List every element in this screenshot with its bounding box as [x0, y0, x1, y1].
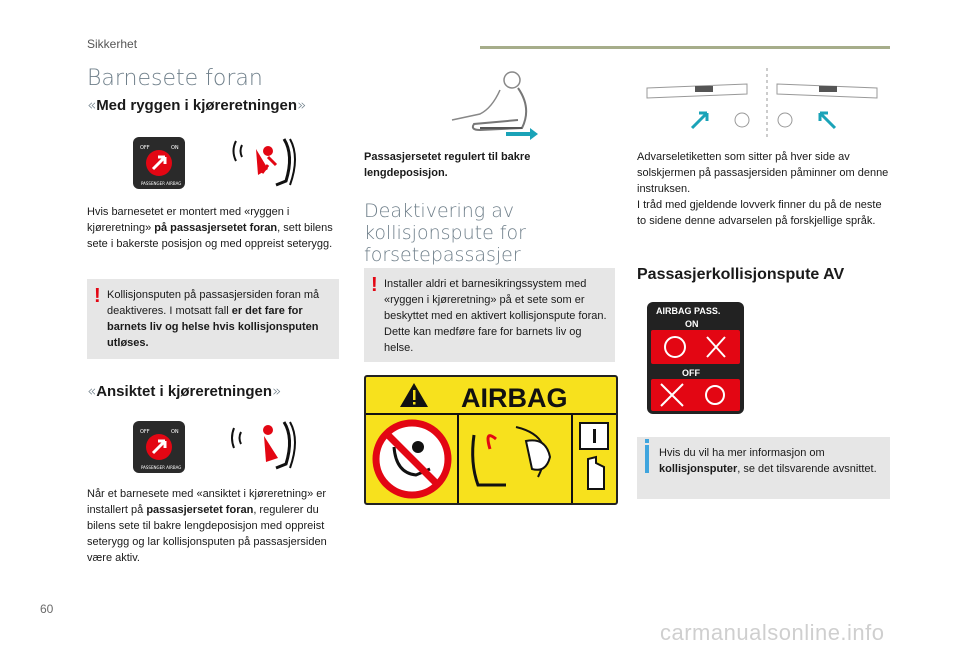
label-paragraph-2: I tråd med gjeldende lovverk finner du på de neste to sidene denne advarselen på forskjellige språk. [637, 199, 882, 227]
airbag-label-word: AIRBAG [461, 383, 568, 413]
indicator-on-label: ON [685, 319, 699, 329]
switch-caption: PASSENGER AIRBAG [141, 181, 182, 186]
switch-off-label: OFF [140, 429, 150, 435]
warning-text-2: Installer aldri et barnesikringssystem med «ryggen i kjøreretning» på et sete som er beskyttet med en aktivert kollisjonspute foran. Dette kan medføre fare for barnets liv og helse. [384, 278, 607, 354]
passenger-airbag-title: Passasjerkollisjonspute AV [637, 266, 845, 283]
page-title: Barnesete foran [87, 66, 263, 91]
airbag-warning-label [364, 375, 618, 505]
header-rule [480, 46, 890, 49]
seat-caption: Passasjersetet regulert til bakre lengdeposisjon. [364, 151, 531, 179]
info-icon [645, 445, 649, 473]
warning-icon: ! [94, 285, 101, 307]
rear-facing-heading: «Med ryggen i kjøreretningen» [87, 96, 307, 114]
switch-caption: PASSENGER AIRBAG [141, 465, 182, 470]
info-box [637, 437, 890, 499]
forward-facing-heading: «Ansiktet i kjøreretningen» [87, 382, 282, 400]
rear-facing-seat-icon [228, 135, 298, 191]
seat-rear-position-illustration [440, 68, 540, 140]
airbag-switch-on-image [133, 421, 185, 473]
sunvisor-label-illustration [637, 68, 890, 138]
info-text: Hvis du vil ha mer informasjon om kollisjonsputer, se det tilsvarende avsnittet. [659, 447, 877, 475]
switch-on-label: ON [171, 145, 179, 151]
label-paragraph-1: Advarseletiketten som sitter på hver side av solskjermen på passasjersiden påminner om denne instruksen. [637, 151, 889, 195]
airbag-switch-off-image [133, 137, 185, 189]
deactivation-title: Deaktivering av kollisjonspute for forsetepassasjer [364, 200, 526, 266]
page-number: 60 [40, 602, 54, 616]
switch-off-label: OFF [140, 145, 150, 151]
warning-text-1: Kollisjonsputen på passasjersiden foran må deaktiveres. I motsatt fall er det fare for barnets liv og helse hvis kollisjonsputen utløses. [107, 289, 320, 349]
warning-box-2 [364, 268, 615, 362]
rear-facing-paragraph: Hvis barnesetet er montert med «ryggen i kjøreretning» på passasjersetet foran, sett bilens sete i bakerste posisjon og med oppreist seterygg. [87, 206, 333, 250]
warning-icon: ! [371, 274, 378, 296]
warning-box-1 [87, 279, 339, 359]
forward-facing-paragraph: Når et barnesete med «ansiktet i kjøreretning» er installert på passasjersetet foran, regulerer du bilens sete til bakre lengdeposisjon med oppreist seterygg og lar kollisjonsputen på passasjersiden være aktiv. [87, 488, 327, 564]
indicator-title: AIRBAG PASS. [656, 306, 721, 316]
airbag-pass-indicator [647, 302, 744, 414]
forward-facing-seat-icon [228, 418, 298, 474]
section-label: Sikkerhet [87, 37, 138, 51]
indicator-off-label: OFF [682, 368, 700, 378]
watermark: carmanualsonline.info [660, 620, 885, 645]
switch-on-label: ON [171, 429, 179, 435]
